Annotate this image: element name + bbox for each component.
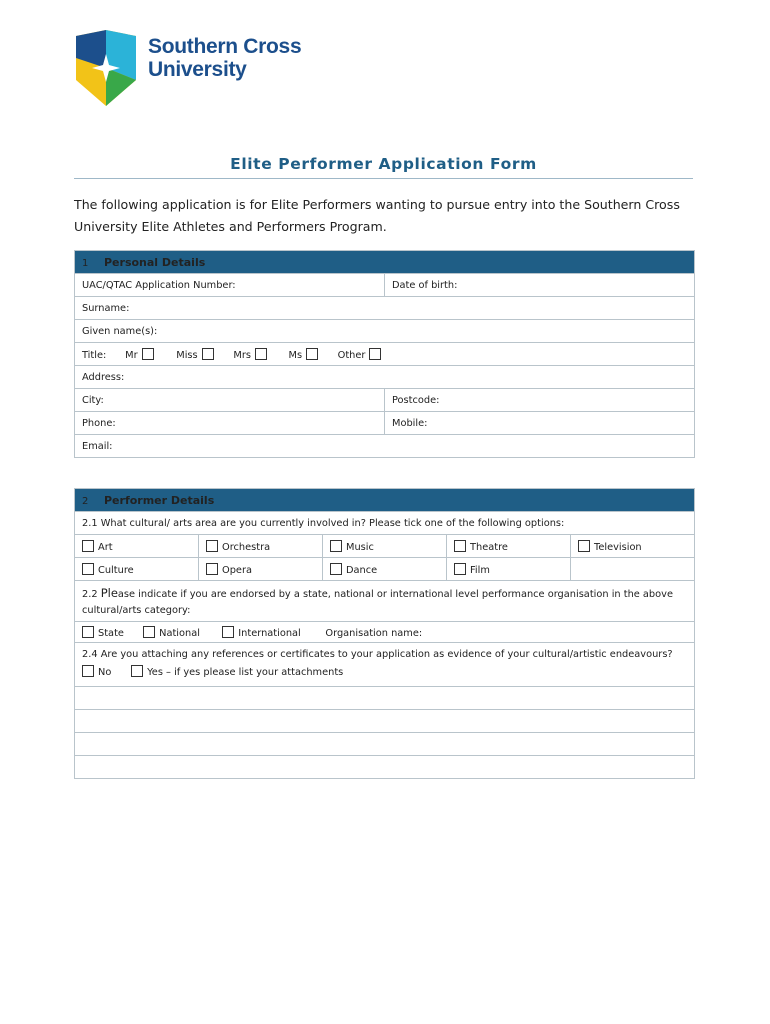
university-logo-icon (74, 30, 138, 106)
checkbox[interactable] (454, 563, 466, 575)
area-option-culture[interactable] (75, 558, 199, 581)
checkbox[interactable] (222, 626, 234, 638)
city-field[interactable] (75, 389, 385, 412)
area-option-orchestra[interactable] (199, 535, 323, 558)
checkbox[interactable] (82, 626, 94, 638)
phone-label: Phone: (82, 417, 116, 429)
title-option-label: Mrs (233, 349, 251, 361)
area-option-label: Culture (98, 564, 134, 576)
area-option-label: Theatre (470, 541, 508, 553)
area-option-label: Orchestra (222, 541, 271, 553)
title-option-other[interactable] (338, 348, 382, 361)
empty-cell (571, 558, 695, 581)
endorsement-level-row (75, 622, 695, 643)
section-number: 1 (82, 257, 89, 269)
surname-label: Surname: (82, 302, 130, 314)
section-header (75, 489, 695, 512)
checkbox[interactable] (454, 540, 466, 552)
checkbox[interactable] (206, 563, 218, 575)
postcode-label: Postcode: (392, 394, 440, 406)
attachment-line[interactable] (75, 710, 695, 733)
address-label: Address: (82, 371, 125, 383)
phone-field[interactable] (75, 412, 385, 435)
level-option-international[interactable] (222, 626, 322, 639)
title-option-mr[interactable] (125, 348, 173, 361)
university-name-line1: Southern Cross (148, 35, 302, 58)
area-option-music[interactable] (323, 535, 447, 558)
area-option-label: Music (346, 541, 374, 553)
title-option-ms[interactable] (289, 348, 335, 361)
area-option-label: Opera (222, 564, 252, 576)
section-heading: Performer Details (104, 493, 215, 507)
level-option-label: International (238, 627, 301, 639)
question-text-start: Ple (100, 586, 118, 600)
attachment-line[interactable] (75, 687, 695, 710)
checkbox[interactable] (369, 348, 381, 360)
attachment-option-label: No (98, 667, 112, 678)
uac-label: UAC/QTAC Application Number: (82, 279, 236, 291)
attachment-line[interactable] (75, 733, 695, 756)
area-option-dance[interactable] (323, 558, 447, 581)
title-option-label: Miss (176, 349, 198, 361)
section-header (75, 251, 695, 274)
area-option-label: Film (470, 564, 490, 576)
title-label: Title: (82, 349, 107, 361)
checkbox[interactable] (578, 540, 590, 552)
email-label: Email: (82, 440, 113, 452)
title-option-label: Other (337, 349, 366, 361)
title-option-label: Ms (288, 349, 303, 361)
level-option-state[interactable] (82, 626, 140, 639)
checkbox[interactable] (306, 348, 318, 360)
checkbox[interactable] (82, 563, 94, 575)
question-text: ase indicate if you are endorsed by a state, national or international level performance organisation in the above cultural/arts category: (82, 589, 673, 616)
area-option-theatre[interactable] (447, 535, 571, 558)
given-names-field[interactable] (75, 320, 695, 343)
question-2-1: 2.1 What cultural/ arts area are you currently involved in? Please tick one of the following options: (75, 512, 695, 535)
surname-field[interactable] (75, 297, 695, 320)
checkbox[interactable] (82, 665, 94, 677)
area-option-television[interactable] (571, 535, 695, 558)
mobile-label: Mobile: (392, 417, 428, 429)
mobile-field[interactable] (385, 412, 695, 435)
question-2-4 (75, 643, 695, 687)
intro-paragraph: The following application is for Elite Performers wanting to pursue entry into the Southern Cross University Elite Athletes and Performers Program. (74, 197, 680, 234)
dob-label: Date of birth: (392, 279, 458, 291)
email-field[interactable] (75, 435, 695, 458)
area-option-label: Television (594, 541, 642, 553)
title-divider (74, 178, 693, 179)
question-text: 2.4 Are you attaching any references or certificates to your application as evidence of your cultural/artistic endeavours? (82, 649, 673, 660)
university-name (148, 35, 301, 81)
area-option-opera[interactable] (199, 558, 323, 581)
checkbox[interactable] (131, 665, 143, 677)
attachment-option-no[interactable] (82, 665, 128, 681)
title-row (75, 343, 695, 366)
area-option-art[interactable] (75, 535, 199, 558)
attachment-option-yes[interactable] (131, 665, 343, 681)
level-option-label: State (98, 627, 124, 639)
uac-application-number-field[interactable] (75, 274, 385, 297)
date-of-birth-field[interactable] (385, 274, 695, 297)
question-2-2 (75, 581, 695, 622)
organisation-name-label: Organisation name: (325, 627, 423, 639)
title-option-label: Mr (125, 349, 138, 361)
performer-details-section (74, 488, 695, 779)
personal-details-section (74, 250, 695, 458)
attachment-option-label: Yes – if yes please list your attachments (147, 667, 344, 678)
postcode-field[interactable] (385, 389, 695, 412)
level-option-national[interactable] (143, 626, 219, 639)
form-title: Elite Performer Application Form (230, 155, 537, 173)
given-names-label: Given name(s): (82, 325, 158, 337)
checkbox[interactable] (142, 348, 154, 360)
level-option-label: National (159, 627, 200, 639)
question-number: 2.2 (82, 589, 101, 600)
city-label: City: (82, 394, 104, 406)
title-option-mrs[interactable] (233, 348, 285, 361)
checkbox[interactable] (143, 626, 155, 638)
checkbox[interactable] (82, 540, 94, 552)
attachment-line[interactable] (75, 756, 695, 779)
area-option-film[interactable] (447, 558, 571, 581)
section-number: 2 (82, 495, 89, 507)
checkbox[interactable] (202, 348, 214, 360)
university-name-line2: University (148, 58, 247, 81)
section-heading: Personal Details (104, 255, 206, 269)
checkbox[interactable] (206, 540, 218, 552)
checkbox[interactable] (330, 563, 342, 575)
address-field[interactable] (75, 366, 695, 389)
attachment-options (82, 663, 687, 684)
area-option-label: Dance (346, 564, 378, 576)
area-option-label: Art (98, 541, 113, 553)
checkbox[interactable] (255, 348, 267, 360)
checkbox[interactable] (330, 540, 342, 552)
title-option-miss[interactable] (176, 348, 230, 361)
